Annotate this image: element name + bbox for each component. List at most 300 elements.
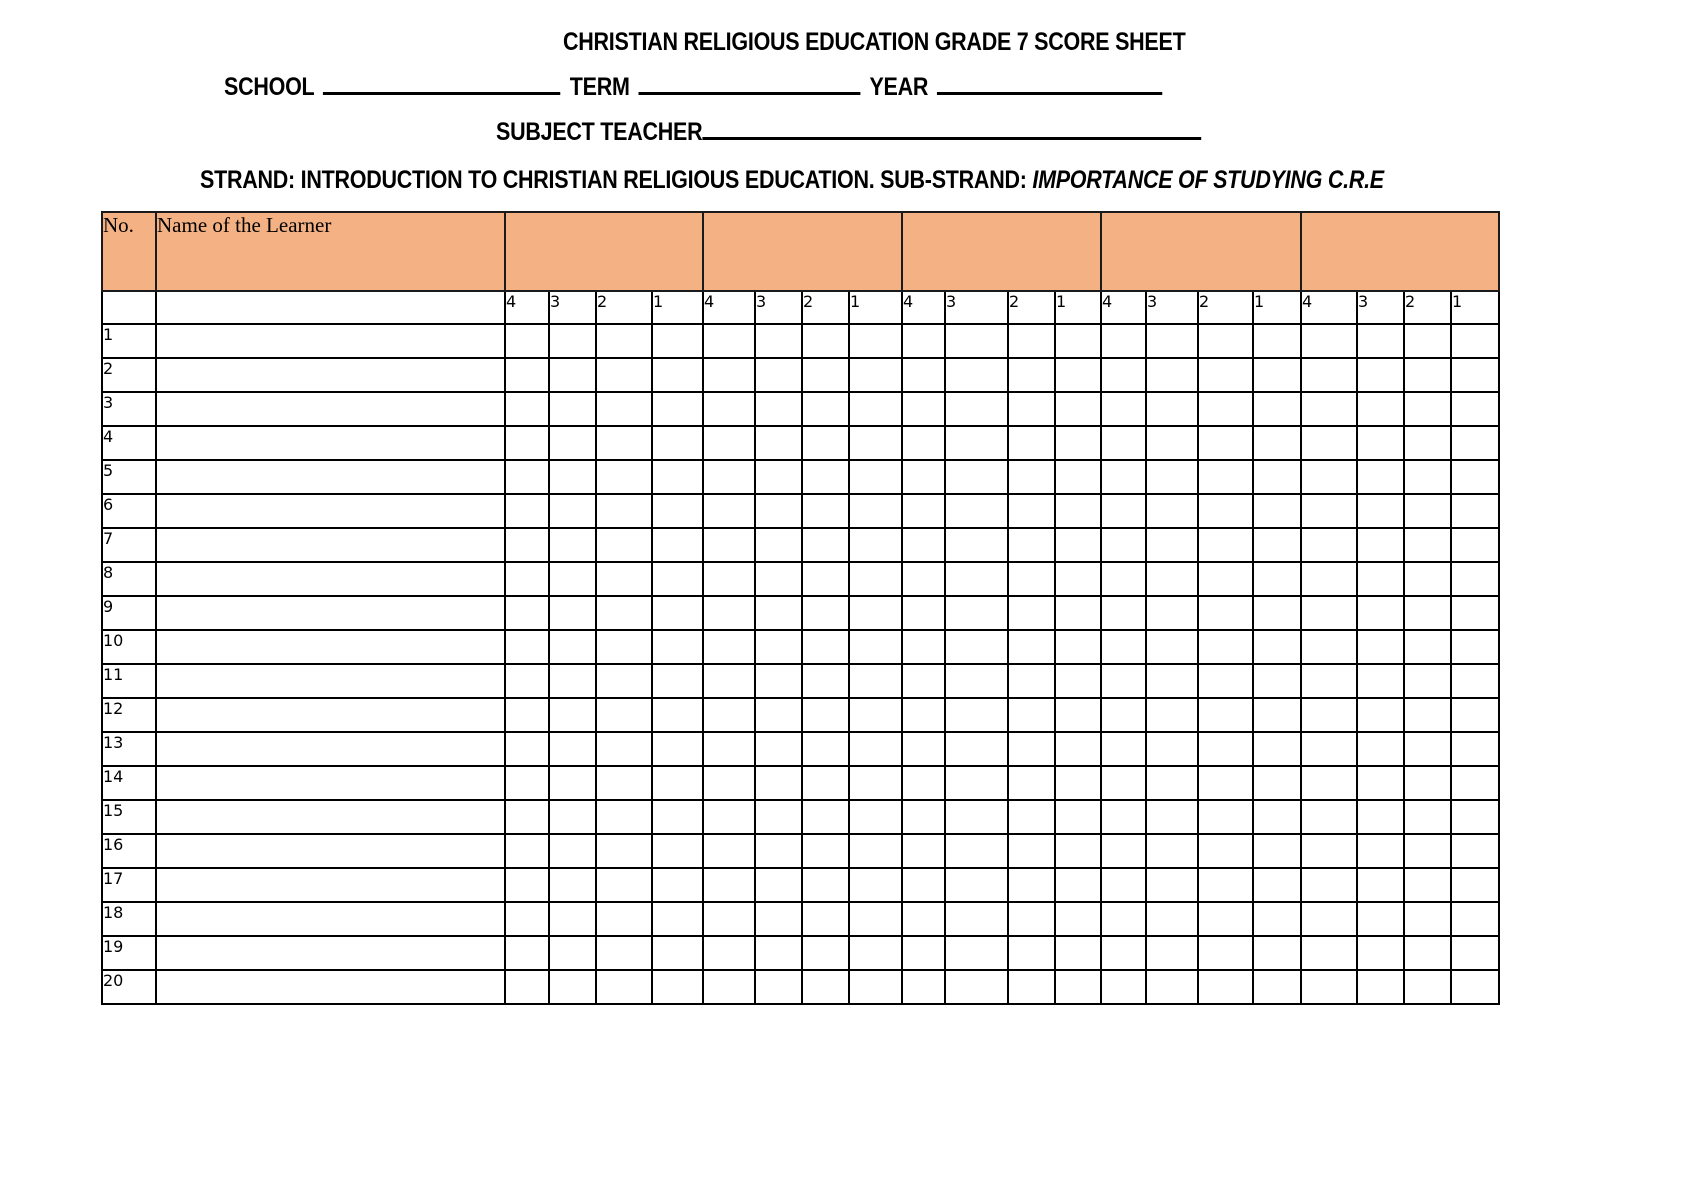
score-cell[interactable] [1451,630,1499,664]
score-cell[interactable] [1055,426,1101,460]
score-cell[interactable] [1198,562,1253,596]
score-cell[interactable] [596,528,652,562]
score-cell[interactable] [549,630,596,664]
score-cell[interactable] [1253,800,1301,834]
score-cell[interactable] [549,732,596,766]
score-cell[interactable] [802,460,849,494]
score-cell[interactable] [1101,902,1146,936]
score-cell[interactable] [1451,868,1499,902]
score-cell[interactable] [1055,698,1101,732]
score-cell[interactable] [802,528,849,562]
score-cell[interactable] [902,970,945,1004]
score-cell[interactable] [549,494,596,528]
score-cell[interactable] [1404,732,1451,766]
score-cell[interactable] [1101,698,1146,732]
score-cell[interactable] [802,392,849,426]
score-cell[interactable] [902,834,945,868]
score-cell[interactable] [1357,358,1404,392]
score-cell[interactable] [1198,766,1253,800]
learner-name-cell[interactable] [156,358,505,392]
score-cell[interactable] [652,936,703,970]
score-cell[interactable] [505,528,549,562]
score-cell[interactable] [596,562,652,596]
learner-name-cell[interactable] [156,494,505,528]
score-cell[interactable] [1301,732,1357,766]
score-cell[interactable] [802,970,849,1004]
score-cell[interactable] [505,392,549,426]
score-cell[interactable] [1404,562,1451,596]
score-cell[interactable] [1055,970,1101,1004]
score-cell[interactable] [1253,902,1301,936]
score-cell[interactable] [1253,834,1301,868]
score-cell[interactable] [1357,460,1404,494]
score-cell[interactable] [505,766,549,800]
score-cell[interactable] [1357,664,1404,698]
score-cell[interactable] [945,562,1008,596]
score-cell[interactable] [1301,800,1357,834]
score-cell[interactable] [1146,460,1198,494]
score-cell[interactable] [1198,324,1253,358]
score-cell[interactable] [849,426,902,460]
score-cell[interactable] [505,426,549,460]
score-cell[interactable] [1253,970,1301,1004]
score-cell[interactable] [652,562,703,596]
score-cell[interactable] [1357,970,1404,1004]
score-cell[interactable] [652,970,703,1004]
score-cell[interactable] [1451,460,1499,494]
score-cell[interactable] [596,324,652,358]
score-cell[interactable] [802,868,849,902]
score-cell[interactable] [549,970,596,1004]
score-cell[interactable] [1357,494,1404,528]
score-cell[interactable] [1101,324,1146,358]
score-cell[interactable] [755,426,802,460]
score-cell[interactable] [1301,460,1357,494]
score-cell[interactable] [505,902,549,936]
score-cell[interactable] [1404,800,1451,834]
score-cell[interactable] [755,324,802,358]
score-cell[interactable] [849,562,902,596]
score-cell[interactable] [755,528,802,562]
score-cell[interactable] [1404,494,1451,528]
score-cell[interactable] [1055,800,1101,834]
score-cell[interactable] [802,766,849,800]
score-cell[interactable] [505,868,549,902]
score-cell[interactable] [1101,936,1146,970]
score-cell[interactable] [1055,596,1101,630]
score-cell[interactable] [652,902,703,936]
school-field[interactable] [323,92,560,95]
score-cell[interactable] [505,324,549,358]
score-cell[interactable] [1301,970,1357,1004]
score-cell[interactable] [945,664,1008,698]
score-cell[interactable] [1451,800,1499,834]
score-cell[interactable] [945,766,1008,800]
score-cell[interactable] [849,800,902,834]
score-cell[interactable] [902,324,945,358]
score-cell[interactable] [755,596,802,630]
score-cell[interactable] [1101,460,1146,494]
score-cell[interactable] [1301,664,1357,698]
teacher-field[interactable] [702,137,1201,140]
score-cell[interactable] [1253,732,1301,766]
score-cell[interactable] [802,902,849,936]
score-cell[interactable] [1008,528,1055,562]
score-cell[interactable] [1253,426,1301,460]
score-cell[interactable] [652,528,703,562]
score-cell[interactable] [1451,902,1499,936]
score-cell[interactable] [902,392,945,426]
score-cell[interactable] [1146,562,1198,596]
score-cell[interactable] [703,528,755,562]
score-cell[interactable] [755,834,802,868]
score-cell[interactable] [596,392,652,426]
score-cell[interactable] [1198,392,1253,426]
score-cell[interactable] [596,460,652,494]
score-cell[interactable] [1146,732,1198,766]
score-cell[interactable] [703,800,755,834]
score-cell[interactable] [1253,460,1301,494]
score-cell[interactable] [755,970,802,1004]
score-cell[interactable] [549,936,596,970]
score-cell[interactable] [802,494,849,528]
score-cell[interactable] [703,834,755,868]
score-cell[interactable] [596,494,652,528]
score-cell[interactable] [652,358,703,392]
year-field[interactable] [937,92,1162,95]
score-cell[interactable] [703,562,755,596]
header-group-3[interactable] [902,212,1101,291]
score-cell[interactable] [1357,868,1404,902]
score-cell[interactable] [1198,630,1253,664]
score-cell[interactable] [1253,596,1301,630]
score-cell[interactable] [652,732,703,766]
score-cell[interactable] [755,936,802,970]
score-cell[interactable] [1146,970,1198,1004]
score-cell[interactable] [652,698,703,732]
score-cell[interactable] [1101,732,1146,766]
score-cell[interactable] [1008,358,1055,392]
score-cell[interactable] [703,732,755,766]
score-cell[interactable] [1451,732,1499,766]
score-cell[interactable] [1404,630,1451,664]
score-cell[interactable] [1301,596,1357,630]
score-cell[interactable] [1357,732,1404,766]
score-cell[interactable] [755,562,802,596]
score-cell[interactable] [1451,528,1499,562]
score-cell[interactable] [596,800,652,834]
score-cell[interactable] [1404,834,1451,868]
score-cell[interactable] [802,664,849,698]
score-cell[interactable] [849,936,902,970]
score-cell[interactable] [902,528,945,562]
score-cell[interactable] [1055,392,1101,426]
score-cell[interactable] [1451,936,1499,970]
score-cell[interactable] [549,358,596,392]
score-cell[interactable] [1253,766,1301,800]
score-cell[interactable] [802,800,849,834]
score-cell[interactable] [505,460,549,494]
score-cell[interactable] [1008,868,1055,902]
score-cell[interactable] [802,732,849,766]
score-cell[interactable] [505,698,549,732]
score-cell[interactable] [849,834,902,868]
score-cell[interactable] [1404,426,1451,460]
score-cell[interactable] [1404,766,1451,800]
score-cell[interactable] [1451,358,1499,392]
score-cell[interactable] [1301,766,1357,800]
score-cell[interactable] [596,664,652,698]
score-cell[interactable] [1301,698,1357,732]
score-cell[interactable] [652,800,703,834]
score-cell[interactable] [1008,698,1055,732]
score-cell[interactable] [1404,528,1451,562]
score-cell[interactable] [652,460,703,494]
learner-name-cell[interactable] [156,766,505,800]
score-cell[interactable] [1198,426,1253,460]
score-cell[interactable] [1146,868,1198,902]
score-cell[interactable] [802,358,849,392]
score-cell[interactable] [945,698,1008,732]
score-cell[interactable] [505,936,549,970]
score-cell[interactable] [1101,664,1146,698]
score-cell[interactable] [549,800,596,834]
score-cell[interactable] [945,324,1008,358]
score-cell[interactable] [902,868,945,902]
score-cell[interactable] [1301,426,1357,460]
score-cell[interactable] [596,732,652,766]
score-cell[interactable] [1008,766,1055,800]
score-cell[interactable] [945,732,1008,766]
score-cell[interactable] [1253,358,1301,392]
learner-name-cell[interactable] [156,868,505,902]
score-cell[interactable] [1055,834,1101,868]
score-cell[interactable] [755,698,802,732]
score-cell[interactable] [1301,528,1357,562]
score-cell[interactable] [1301,834,1357,868]
score-cell[interactable] [703,698,755,732]
score-cell[interactable] [945,902,1008,936]
score-cell[interactable] [1055,460,1101,494]
header-group-5[interactable] [1301,212,1499,291]
score-cell[interactable] [849,732,902,766]
score-cell[interactable] [755,732,802,766]
header-group-4[interactable] [1101,212,1301,291]
score-cell[interactable] [1301,562,1357,596]
score-cell[interactable] [1146,528,1198,562]
learner-name-cell[interactable] [156,800,505,834]
score-cell[interactable] [945,630,1008,664]
score-cell[interactable] [1055,494,1101,528]
score-cell[interactable] [1008,324,1055,358]
learner-name-cell[interactable] [156,528,505,562]
score-cell[interactable] [1146,936,1198,970]
score-cell[interactable] [1198,698,1253,732]
learner-name-cell[interactable] [156,902,505,936]
learner-name-cell[interactable] [156,664,505,698]
learner-name-cell[interactable] [156,392,505,426]
score-cell[interactable] [1451,970,1499,1004]
score-cell[interactable] [1146,630,1198,664]
score-cell[interactable] [802,596,849,630]
score-cell[interactable] [703,630,755,664]
score-cell[interactable] [505,562,549,596]
score-cell[interactable] [849,528,902,562]
score-cell[interactable] [549,698,596,732]
score-cell[interactable] [703,392,755,426]
score-cell[interactable] [755,494,802,528]
score-cell[interactable] [849,460,902,494]
learner-name-cell[interactable] [156,562,505,596]
score-cell[interactable] [1198,936,1253,970]
score-cell[interactable] [1357,324,1404,358]
score-cell[interactable] [1253,698,1301,732]
score-cell[interactable] [652,664,703,698]
score-cell[interactable] [1055,868,1101,902]
learner-name-cell[interactable] [156,596,505,630]
score-cell[interactable] [1404,902,1451,936]
score-cell[interactable] [703,936,755,970]
learner-name-cell[interactable] [156,970,505,1004]
score-cell[interactable] [902,358,945,392]
score-cell[interactable] [505,630,549,664]
score-cell[interactable] [945,596,1008,630]
score-cell[interactable] [1404,324,1451,358]
score-cell[interactable] [802,834,849,868]
score-cell[interactable] [755,392,802,426]
score-cell[interactable] [1253,664,1301,698]
score-cell[interactable] [1301,936,1357,970]
score-cell[interactable] [802,936,849,970]
score-cell[interactable] [1101,528,1146,562]
score-cell[interactable] [1301,868,1357,902]
score-cell[interactable] [596,936,652,970]
score-cell[interactable] [1198,732,1253,766]
score-cell[interactable] [1146,392,1198,426]
score-cell[interactable] [1008,392,1055,426]
score-cell[interactable] [902,460,945,494]
score-cell[interactable] [549,664,596,698]
score-cell[interactable] [1404,698,1451,732]
score-cell[interactable] [1404,664,1451,698]
score-cell[interactable] [596,902,652,936]
score-cell[interactable] [1198,664,1253,698]
score-cell[interactable] [849,970,902,1004]
score-cell[interactable] [945,358,1008,392]
score-cell[interactable] [1253,528,1301,562]
score-cell[interactable] [755,460,802,494]
score-cell[interactable] [505,970,549,1004]
score-cell[interactable] [755,902,802,936]
score-cell[interactable] [1198,970,1253,1004]
score-cell[interactable] [703,902,755,936]
score-cell[interactable] [1253,868,1301,902]
score-cell[interactable] [1357,630,1404,664]
score-cell[interactable] [1101,426,1146,460]
score-cell[interactable] [1146,596,1198,630]
learner-name-cell[interactable] [156,698,505,732]
score-cell[interactable] [755,630,802,664]
score-cell[interactable] [1451,596,1499,630]
score-cell[interactable] [945,800,1008,834]
score-cell[interactable] [505,732,549,766]
score-cell[interactable] [652,834,703,868]
score-cell[interactable] [849,358,902,392]
score-cell[interactable] [802,426,849,460]
score-cell[interactable] [652,494,703,528]
score-cell[interactable] [945,936,1008,970]
score-cell[interactable] [902,494,945,528]
score-cell[interactable] [902,766,945,800]
score-cell[interactable] [1146,494,1198,528]
score-cell[interactable] [1198,596,1253,630]
score-cell[interactable] [1101,358,1146,392]
score-cell[interactable] [1451,766,1499,800]
score-cell[interactable] [1008,970,1055,1004]
score-cell[interactable] [1055,358,1101,392]
score-cell[interactable] [1404,936,1451,970]
score-cell[interactable] [1008,902,1055,936]
score-cell[interactable] [945,494,1008,528]
score-cell[interactable] [1451,834,1499,868]
score-cell[interactable] [1146,358,1198,392]
score-cell[interactable] [1008,732,1055,766]
score-cell[interactable] [849,630,902,664]
learner-name-cell[interactable] [156,426,505,460]
score-cell[interactable] [1101,834,1146,868]
score-cell[interactable] [1451,392,1499,426]
score-cell[interactable] [1198,834,1253,868]
score-cell[interactable] [703,664,755,698]
score-cell[interactable] [945,392,1008,426]
score-cell[interactable] [945,528,1008,562]
score-cell[interactable] [652,868,703,902]
score-cell[interactable] [802,562,849,596]
score-cell[interactable] [549,868,596,902]
score-cell[interactable] [703,324,755,358]
score-cell[interactable] [1451,698,1499,732]
score-cell[interactable] [703,970,755,1004]
score-cell[interactable] [1253,562,1301,596]
score-cell[interactable] [1055,664,1101,698]
score-cell[interactable] [652,392,703,426]
score-cell[interactable] [1146,698,1198,732]
score-cell[interactable] [1101,494,1146,528]
score-cell[interactable] [849,868,902,902]
score-cell[interactable] [549,834,596,868]
score-cell[interactable] [755,868,802,902]
score-cell[interactable] [596,766,652,800]
score-cell[interactable] [1008,630,1055,664]
score-cell[interactable] [1008,936,1055,970]
score-cell[interactable] [902,800,945,834]
score-cell[interactable] [1357,834,1404,868]
score-cell[interactable] [1101,562,1146,596]
score-cell[interactable] [849,494,902,528]
score-cell[interactable] [652,324,703,358]
score-cell[interactable] [596,970,652,1004]
score-cell[interactable] [1357,596,1404,630]
score-cell[interactable] [703,460,755,494]
score-cell[interactable] [1101,596,1146,630]
score-cell[interactable] [902,426,945,460]
score-cell[interactable] [1451,562,1499,596]
score-cell[interactable] [652,766,703,800]
score-cell[interactable] [596,868,652,902]
score-cell[interactable] [1301,358,1357,392]
score-cell[interactable] [652,630,703,664]
score-cell[interactable] [703,766,755,800]
